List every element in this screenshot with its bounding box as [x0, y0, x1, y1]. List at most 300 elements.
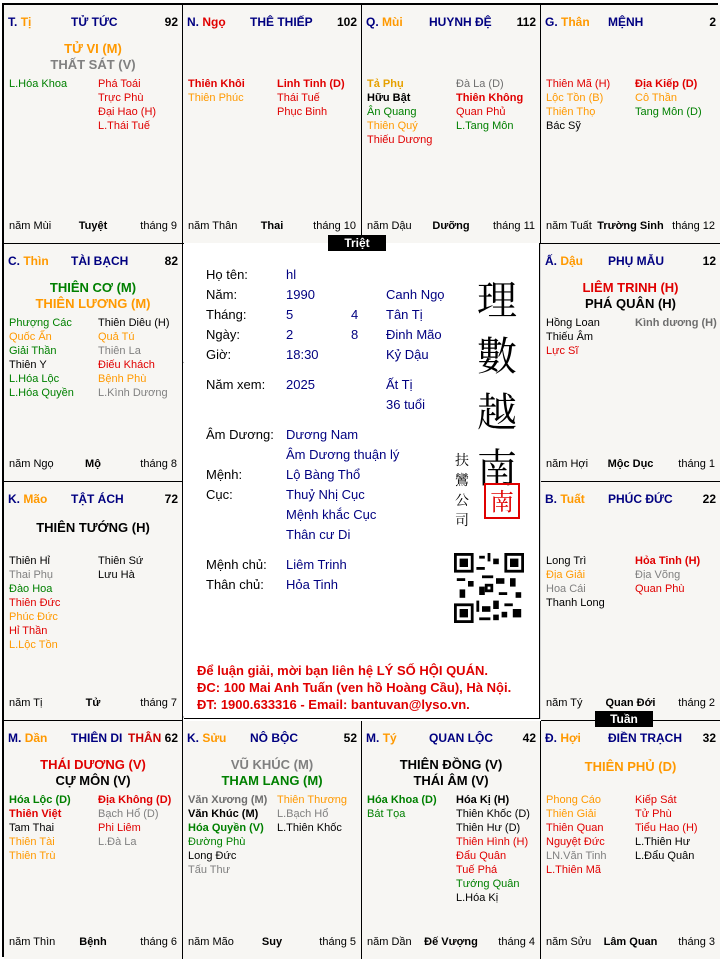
palace-footer: [546, 220, 715, 234]
palace-name: QUAN LỘC: [429, 730, 493, 745]
minor-star: Quả Tú: [98, 330, 135, 343]
contact-line-2: ĐC: 100 Mai Anh Tuấn (ven hồ Hoàng Cầu), Hà Nội.: [197, 680, 512, 695]
minor-star: Bệnh Phù: [98, 372, 147, 385]
minor-star: L.Bạch Hổ: [277, 807, 329, 820]
palace-chi: Hợi: [560, 730, 581, 745]
palace-month: tháng 7: [140, 696, 177, 709]
palace-thin[interactable]: [4, 244, 183, 483]
minor-star: Linh Tinh (D): [277, 78, 345, 90]
value-am-duong-2: Âm Dương thuận lý: [286, 447, 400, 462]
minor-star: Địa Kiếp (D): [635, 78, 698, 90]
value-thang-al: 4: [351, 307, 359, 322]
palace-stage: Bệnh: [79, 936, 107, 948]
palace-suu[interactable]: [183, 721, 362, 960]
palace-year: năm Tý: [546, 696, 583, 709]
star-column-right: [98, 793, 171, 849]
palace-chi: Sửu: [202, 730, 227, 745]
main-star: THAM LANG (M): [221, 772, 323, 788]
tu-vi-chart: [2, 3, 718, 957]
minor-star: L.Hóa Khoa: [9, 78, 68, 90]
value-am-duong: Dương Nam: [286, 427, 359, 442]
minor-star: L.Kình Dương: [98, 386, 168, 399]
palace-name: PHỤ MẪU: [608, 253, 664, 268]
main-stars: [4, 757, 182, 789]
palace-stage: Mộ: [85, 458, 101, 470]
value-nam: 1990: [286, 287, 315, 302]
palace-footer: [9, 936, 177, 950]
minor-star: L.Thiên Mã: [546, 863, 602, 876]
value-nam-xem: 2025: [286, 377, 315, 392]
minor-star: Kình dương (H): [635, 316, 717, 329]
palace-chi: Dậu: [560, 253, 584, 268]
palace-name: ĐIỀN TRẠCH: [608, 730, 682, 745]
minor-star: Địa Giải: [546, 569, 586, 581]
palace-can: K.: [187, 730, 199, 745]
palace-stage: Lâm Quan: [603, 936, 658, 948]
palace-number: 32: [702, 730, 716, 745]
star-column-right: [635, 554, 700, 596]
palace-month: tháng 8: [140, 458, 177, 470]
value-ngay-al: 8: [351, 327, 359, 342]
star-column-right: [277, 77, 345, 119]
main-star: THIÊN ĐỒNG (V): [399, 756, 503, 772]
minor-star: Đại Hao (H): [98, 106, 157, 118]
value-thang: 5: [286, 307, 294, 322]
value-nam-cc: Canh Ngọ: [386, 287, 445, 302]
palace-mui[interactable]: [362, 5, 541, 244]
value-than-chu: Hỏa Tinh: [286, 577, 339, 592]
star-column-right: [635, 77, 702, 119]
minor-star: Thai Phụ: [9, 569, 54, 581]
minor-star: Thiên Đức: [9, 597, 61, 609]
star-column-right: [98, 554, 143, 582]
main-star: CỰ MÔN (V): [55, 772, 131, 788]
logo-char-3: 越: [477, 390, 517, 436]
palace-stage: Đế Vượng: [424, 936, 478, 948]
minor-star: Thiên Thương: [277, 793, 348, 806]
palace-ty[interactable]: [362, 721, 541, 960]
minor-star: Cô Thần: [635, 92, 677, 104]
label-cuc: Cục:: [206, 487, 233, 502]
minor-star: Thiên Sứ: [98, 555, 144, 567]
minor-star: Thiên La: [98, 344, 141, 357]
minor-star: Phúc Đức: [9, 611, 58, 623]
palace-header: [8, 492, 178, 506]
value-thang-cc: Tân Tị: [386, 307, 423, 322]
palace-ngo[interactable]: [183, 5, 362, 244]
minor-star: Thanh Long: [546, 597, 605, 609]
label-menh-chu: Mệnh chủ:: [206, 557, 267, 572]
triet-tag: Triệt: [328, 235, 386, 251]
value-ho-ten: hl: [286, 267, 297, 282]
palace-year: năm Dần: [367, 936, 412, 948]
minor-star: Tướng Quân: [456, 877, 520, 890]
minor-star: Nguyệt Đức: [546, 835, 605, 848]
palace-footer: [9, 697, 177, 711]
minor-star: Thiên Y: [9, 358, 47, 371]
palace-hoi[interactable]: [541, 721, 720, 960]
palace-stage: Tuyệt: [78, 219, 108, 232]
main-stars: [4, 280, 182, 312]
palace-chi: Ngọ: [202, 15, 226, 29]
palace-stage: Thai: [260, 219, 284, 232]
palace-number: 22: [702, 492, 716, 506]
minor-star: Đào Hoa: [9, 583, 53, 595]
minor-star: Thiên Không: [456, 92, 524, 104]
value-menh: Lộ Bàng Thổ: [286, 467, 361, 482]
main-star: THÁI DƯƠNG (V): [40, 756, 146, 772]
minor-star: Kiếp Sát: [635, 793, 677, 806]
palace-number: 92: [164, 15, 178, 29]
palace-year: năm Sửu: [546, 936, 592, 948]
minor-star: Hồng Loan: [546, 316, 600, 329]
palace-footer: [546, 697, 715, 711]
star-column-left: [188, 77, 245, 105]
palace-footer: [9, 220, 177, 234]
star-column-left: [546, 793, 607, 877]
minor-star: Thiên Giải: [546, 807, 597, 820]
star-column-right: [98, 316, 170, 400]
minor-star: Ân Quang: [367, 106, 417, 118]
main-stars: [4, 520, 182, 536]
palace-footer: [367, 220, 535, 234]
minor-star: Thiên Mã (H): [546, 78, 611, 90]
label-ngay: Ngày:: [206, 327, 240, 342]
minor-star: Thiên Diêu (H): [98, 316, 170, 329]
value-nam-xem-cc: Ất Tị: [386, 377, 413, 392]
star-column-left: [367, 77, 432, 147]
minor-star: Đà La (D): [456, 78, 504, 90]
main-star: THIÊN LƯƠNG (M): [35, 295, 151, 311]
minor-star: Hữu Bật: [367, 92, 411, 104]
palace-month: tháng 1: [678, 458, 715, 470]
star-column-right: [456, 793, 530, 905]
label-nam-xem: Năm xem:: [206, 377, 266, 392]
palace-month: tháng 6: [140, 936, 177, 948]
palace-year: năm Mùi: [9, 219, 52, 232]
palace-dan[interactable]: [4, 721, 183, 960]
palace-stage: Suy: [261, 936, 283, 948]
palace-header: [8, 731, 178, 745]
palace-number: 112: [516, 15, 536, 29]
palace-name: THÊ THIẾP: [250, 15, 313, 29]
logo-char-1: 理: [477, 278, 517, 324]
palace-stage: Quan Đới: [605, 696, 656, 709]
minor-star: Phục Binh: [277, 106, 328, 118]
palace-stage: Trường Sinh: [597, 219, 664, 232]
star-column-left: [546, 316, 600, 358]
palace-footer: [9, 458, 177, 472]
main-star: THẤT SÁT (V): [50, 57, 136, 72]
minor-star: Thiên Phúc: [188, 92, 244, 104]
palace-footer: [188, 220, 356, 234]
palace-header: [545, 731, 716, 745]
palace-number: 102: [336, 15, 357, 29]
minor-star: Hoa Cái: [546, 583, 586, 595]
main-stars: [183, 757, 361, 789]
main-star: THIÊN CƠ (M): [49, 279, 137, 295]
small-seal-text: [452, 451, 472, 531]
palace-name: HUYNH ĐỆ: [429, 15, 492, 29]
palace-name: THIÊN DI: [71, 730, 123, 745]
value-gio-cc: Kỷ Dậu: [386, 347, 429, 362]
palace-year: năm Tị: [9, 696, 43, 709]
main-star: THIÊN PHỦ (D): [584, 758, 677, 774]
palace-can: Q.: [366, 15, 379, 29]
palace-chi: Tị: [20, 15, 32, 29]
minor-star: Tam Thai: [9, 821, 55, 834]
palace-can: M.: [366, 730, 380, 745]
minor-star: L.Hóa Lộc: [9, 372, 60, 385]
minor-star: Địa Không (D): [98, 793, 172, 806]
palace-chi: Thìn: [23, 253, 49, 268]
main-star: TỬ VI (M): [64, 41, 122, 56]
value-ngay: 2: [286, 327, 294, 342]
star-column-right: [635, 793, 698, 863]
minor-star: Tử Phù: [635, 807, 672, 820]
minor-star: Đường Phù: [188, 835, 246, 848]
contact-line-3[interactable]: ĐT: 1900.633316 - Email: bantuvan@lyso.vn.: [197, 697, 470, 712]
minor-star: LN.Văn Tinh: [546, 849, 607, 862]
palace-month: tháng 9: [140, 219, 177, 232]
minor-star: Giải Thần: [9, 344, 57, 357]
palace-footer: [367, 936, 535, 950]
palace-footer: [546, 458, 715, 472]
palace-chi: Thân: [561, 15, 590, 29]
palace-can: Đ.: [545, 730, 557, 745]
minor-star: Hóa Kị (H): [456, 793, 510, 806]
minor-star: L.Đà La: [98, 835, 137, 848]
palace-year: năm Hợi: [546, 458, 589, 470]
star-column-left: [9, 793, 71, 863]
minor-star: Thiên Quý: [367, 120, 418, 132]
palace-header: [545, 492, 716, 506]
palace-chi: Dần: [24, 730, 48, 745]
palace-month: tháng 11: [492, 219, 535, 232]
palace-than[interactable]: [541, 5, 720, 244]
label-thang: Tháng:: [206, 307, 247, 322]
palace-year: năm Tuất: [546, 219, 592, 232]
value-cuc-2: Mệnh khắc Cục: [286, 507, 377, 522]
palace-can: G.: [545, 15, 558, 29]
contact-line-1: Để luận giải, mời bạn liên hệ LÝ SỐ HỘI QUÁN.: [197, 663, 488, 678]
palace-stage: Tử: [85, 696, 101, 709]
minor-star: L.Thiên Khốc: [277, 821, 342, 834]
minor-star: Bát Tọa: [367, 807, 406, 820]
palace-stage: Dưỡng: [432, 219, 470, 232]
palace-ti[interactable]: [4, 5, 183, 244]
minor-star: Lộc Tồn (B): [546, 92, 604, 104]
star-column-left: [9, 77, 67, 91]
tuan-tag: Tuần: [595, 711, 653, 727]
minor-star: Thiên Quan: [546, 821, 604, 834]
palace-chi: Mão: [23, 492, 48, 506]
minor-star: Quan Phủ: [456, 106, 506, 118]
palace-month: tháng 10: [313, 219, 356, 232]
label-menh: Mệnh:: [206, 467, 243, 482]
star-column-right: [456, 77, 523, 133]
palace-number: 12: [702, 253, 716, 268]
palace-can: T.: [8, 15, 18, 29]
palace-header: [187, 731, 357, 745]
main-star: THIÊN TƯỚNG (H): [36, 520, 150, 535]
minor-star: Thiên Khốc (D): [456, 807, 530, 820]
value-cuc: Thuỷ Nhị Cục: [286, 487, 365, 502]
palace-header: [366, 731, 536, 745]
minor-star: Văn Xương (M): [188, 793, 268, 806]
minor-star: L.Thái Tuế: [98, 120, 150, 132]
palace-header: [545, 254, 716, 268]
seal-small-4: 司: [455, 513, 469, 529]
value-tuoi: 36 tuổi: [386, 397, 426, 412]
label-ho-ten: Họ tên:: [206, 267, 248, 282]
star-column-left: [9, 554, 60, 652]
minor-star: Hỏa Tinh (H): [635, 555, 701, 567]
palace-header: [8, 254, 178, 268]
value-cuc-3: Thân cư Di: [286, 527, 351, 542]
minor-star: Trực Phù: [98, 92, 144, 104]
minor-star: Phi Liêm: [98, 821, 141, 834]
minor-star: Tang Môn (D): [635, 106, 702, 118]
minor-star: Long Đức: [188, 849, 237, 862]
palace-number: 72: [164, 492, 178, 506]
palace-name: MỆNH: [608, 15, 644, 29]
minor-star: Lực Sĩ: [546, 344, 579, 357]
palace-year: năm Mão: [188, 936, 234, 948]
minor-star: Tuế Phá: [456, 863, 498, 876]
palace-header: [187, 15, 357, 29]
minor-star: Bạch Hổ (D): [98, 807, 159, 820]
palace-tuat[interactable]: [541, 482, 720, 721]
minor-star: Thiên Hỉ: [9, 555, 50, 567]
minor-star: Thiên Trù: [9, 849, 56, 862]
palace-year: năm Thân: [188, 219, 238, 232]
palace-number: 42: [522, 730, 536, 745]
main-star: VŨ KHÚC (M): [230, 756, 314, 772]
palace-chi: Tuất: [560, 492, 585, 506]
palace-can: M.: [8, 730, 22, 745]
palace-header: [366, 15, 536, 29]
palace-name: NÔ BỘC: [250, 730, 298, 745]
main-star: LIÊM TRINH (H): [582, 279, 679, 295]
palace-number: 2: [709, 15, 716, 29]
red-seal: 南: [484, 483, 520, 519]
minor-star: Đẩu Quân: [456, 849, 507, 862]
main-stars: [362, 757, 540, 789]
minor-star: Thiên Tài: [9, 835, 55, 848]
palace-name: TÀI BẠCH: [71, 253, 129, 268]
minor-star: Thiên Việt: [9, 807, 62, 820]
center-info: [184, 243, 540, 719]
label-nam: Năm:: [206, 287, 238, 302]
minor-star: Tả Phụ: [367, 78, 404, 90]
value-menh-chu: Liêm Trinh: [286, 557, 347, 572]
than-marker: THÂN: [128, 730, 162, 745]
minor-star: L.Thiên Hư: [635, 835, 691, 848]
seal-small-1: 扶: [455, 453, 469, 469]
seal-small-3: 公: [455, 493, 469, 509]
minor-star: Hóa Lộc (D): [9, 793, 71, 806]
star-column-right: [635, 316, 717, 330]
minor-star: Điếu Khách: [98, 358, 155, 371]
logo-char-4: 南: [477, 446, 517, 492]
palace-number: 82: [164, 253, 178, 268]
minor-star: L.Lộc Tồn: [9, 639, 58, 651]
minor-star: Lưu Hà: [98, 569, 135, 581]
minor-star: Long Trì: [546, 555, 587, 567]
main-stars: [541, 280, 720, 312]
minor-star: Phong Cáo: [546, 793, 602, 806]
palace-can: N.: [187, 15, 199, 29]
value-gio: 18:30: [286, 347, 319, 362]
minor-star: L.Tang Môn: [456, 120, 514, 132]
minor-star: L.Hóa Quyền: [9, 386, 74, 399]
minor-star: L.Hóa Kị: [456, 891, 499, 904]
minor-star: Thiên Hình (H): [456, 835, 529, 848]
qr-code[interactable]: [454, 553, 524, 623]
star-column-left: [546, 77, 610, 133]
palace-month: tháng 5: [319, 936, 356, 948]
palace-year: năm Ngọ: [9, 458, 54, 470]
palace-name: TỬ TỨC: [71, 15, 118, 29]
minor-star: Thiếu Dương: [367, 134, 433, 146]
seal-small-2: 鸞: [455, 473, 469, 489]
minor-star: Phượng Các: [9, 316, 72, 329]
palace-year: năm Dậu: [367, 219, 412, 232]
star-column-left: [188, 793, 267, 877]
palace-chi: Mùi: [382, 15, 403, 29]
minor-star: Tiểu Hao (H): [635, 821, 698, 834]
palace-number: 52: [343, 730, 357, 745]
palace-can: C.: [8, 253, 20, 268]
palace-dau[interactable]: [541, 244, 720, 483]
minor-star: Hỉ Thần: [9, 625, 48, 637]
value-ngay-cc: Đinh Mão: [386, 327, 442, 342]
calligraphy-logo: [472, 273, 522, 497]
palace-name: PHÚC ĐỨC: [608, 492, 673, 506]
minor-star: Quan Phù: [635, 583, 685, 595]
palace-footer: [188, 936, 356, 950]
star-column-left: [367, 793, 437, 821]
minor-star: Phá Toái: [98, 78, 141, 90]
palace-month: tháng 12: [672, 219, 715, 232]
minor-star: L.Đẩu Quân: [635, 849, 695, 862]
minor-star: Thái Tuế: [277, 92, 320, 104]
palace-number: 62: [164, 730, 178, 745]
palace-stage: Mộc Dục: [607, 458, 654, 470]
minor-star: Quốc Ấn: [9, 330, 52, 343]
palace-mao[interactable]: [4, 482, 183, 721]
logo-char-2: 數: [477, 334, 517, 380]
palace-can: K.: [8, 492, 20, 506]
minor-star: Hóa Quyền (V): [188, 821, 264, 834]
label-am-duong: Âm Dương:: [206, 427, 274, 442]
main-stars: [541, 759, 720, 775]
palace-can: Ấ.: [545, 253, 557, 268]
palace-year: năm Thìn: [9, 936, 56, 948]
minor-star: Địa Võng: [635, 569, 681, 581]
main-star: THÁI ÂM (V): [413, 772, 489, 788]
star-column-right: [277, 793, 347, 835]
palace-month: tháng 4: [498, 936, 535, 948]
star-column-left: [546, 554, 605, 610]
label-than-chu: Thân chủ:: [206, 577, 264, 592]
minor-star: Văn Khúc (M): [188, 807, 259, 820]
palace-month: tháng 2: [678, 696, 715, 709]
palace-name: TẬT ÁCH: [71, 492, 124, 506]
star-column-left: [9, 316, 74, 400]
palace-header: [8, 15, 178, 29]
